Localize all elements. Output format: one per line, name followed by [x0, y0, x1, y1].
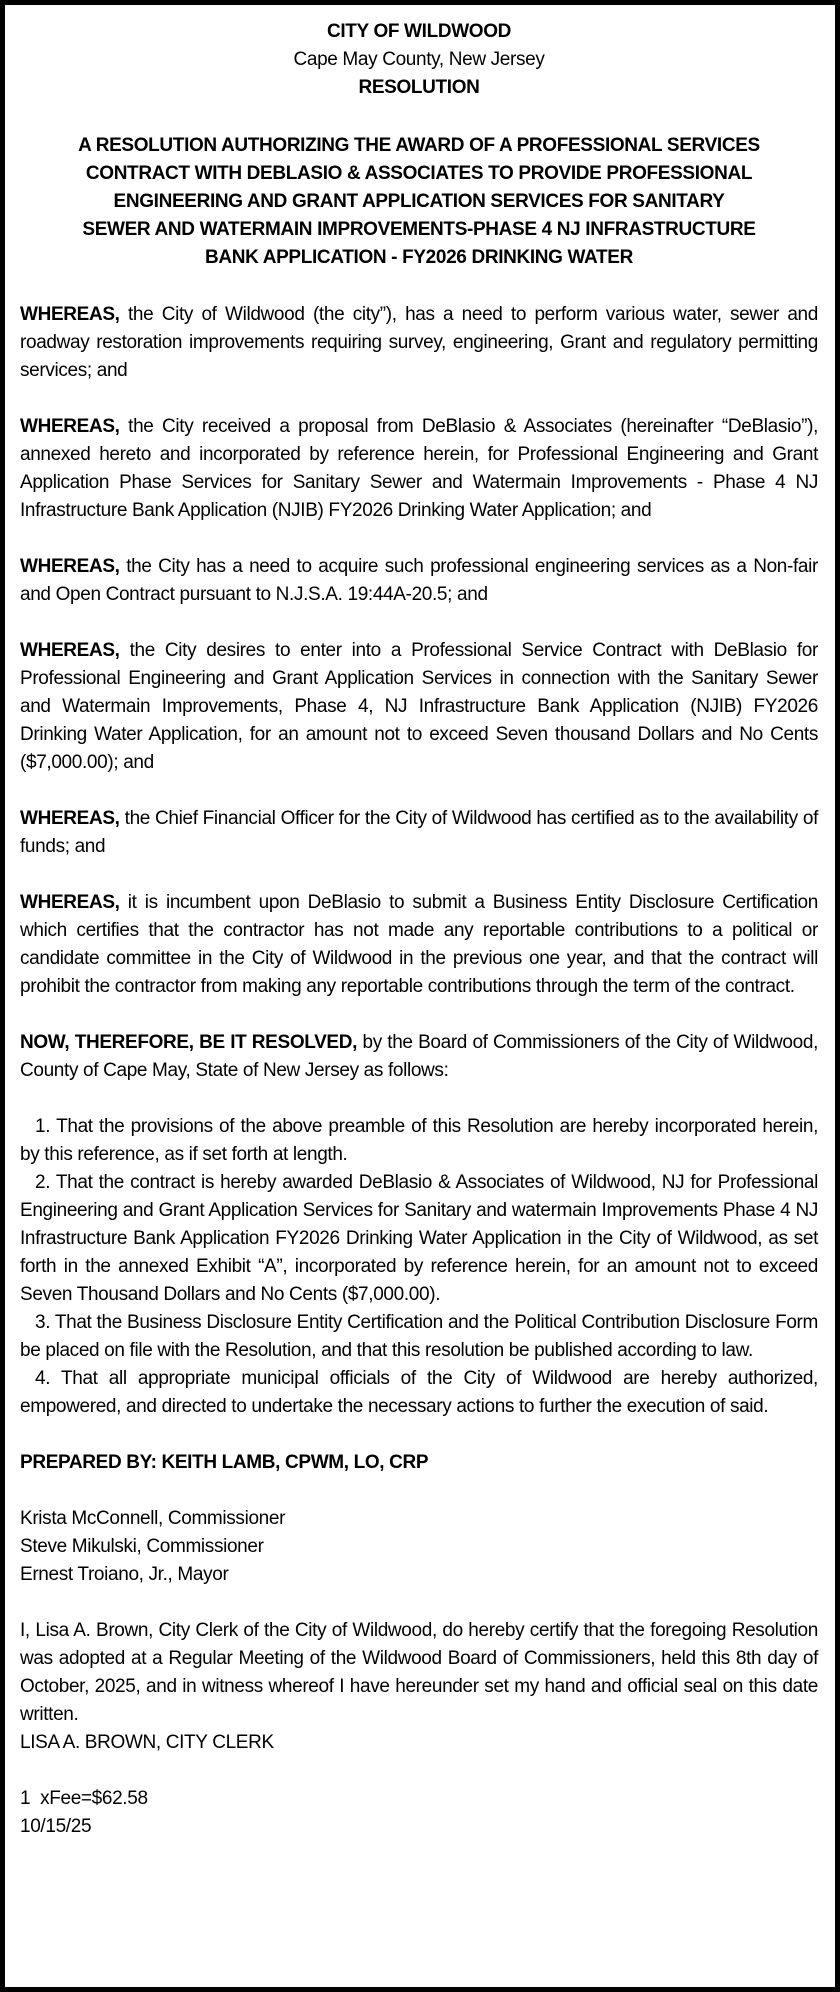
whereas-lead: WHEREAS,: [20, 892, 120, 913]
whereas-text: the City has a need to acquire such professional engineering services as a Non-fair and Open Contract pursuant to N.J.S.A. 19:44A-20.5; and: [20, 556, 818, 605]
whereas-text: it is incumbent upon DeBlasio to submit a Business Entity Disclosure Certification which certifies that the contractor has not made any reportable contributions to a political or candidate committee in the City of Wildwood in the previous one year, and that the contract will prohibit the contractor from making any reportable contributions through the term of the contract.: [20, 892, 818, 997]
resolution-item-2: 2. That the contract is hereby awarded DeBlasio & Associates of Wildwood, NJ for Professional Engineering and Grant Application Services for Sanitary and watermain Improvements Phase 4 NJ Infrastructure Bank Application FY2026 Drinking Water Application in the City of Wildwood, as set forth in the annexed Exhibit “A”, incorporated by reference herein, for an amount not to exceed Seven Thousand Dollars and No Cents ($7,000.00).: [20, 1172, 818, 1305]
whereas-text: the City desires to enter into a Professional Service Contract with DeBlasio for Professional Engineering and Grant Application Services in connection with the Sanitary Sewer and Watermain Improvements, Phase 4, NJ Infrastructure Bank Application (NJIB) FY2026 Drinking Water Application, for an amount not to exceed Seven thousand Dollars and No Cents ($7,000.00); and: [20, 640, 818, 773]
header-county-line: Cape May County, New Jersey: [293, 49, 545, 70]
footer-block: [20, 1785, 818, 1841]
signatory-line-commissioner-1: Krista McConnell, Commissioner: [20, 1508, 286, 1529]
date-line: 10/15/25: [20, 1816, 92, 1837]
resolution-title-line: BANK APPLICATION - FY2026 DRINKING WATER: [205, 247, 633, 268]
signatory-list: [20, 1505, 818, 1589]
resolved-paragraph: [20, 1029, 818, 1085]
clerk-certification-paragraph: I, Lisa A. Brown, City Clerk of the City of Wildwood, do hereby certify that the foregoing Resolution was adopted at a Regular Meeting of the Wildwood Board of Commissioners, held this 8th day of October, 2025, and in witness whereof I have hereunder set my hand and official seal on this date written.: [20, 1620, 818, 1725]
whereas-lead: WHEREAS,: [20, 640, 120, 661]
resolution-title-line: A RESOLUTION AUTHORIZING THE AWARD OF A PROFESSIONAL SERVICES: [78, 135, 760, 156]
whereas-clause-1: [20, 301, 818, 385]
whereas-clause-6: [20, 889, 818, 1001]
header-city-line: CITY OF WILDWOOD: [326, 21, 512, 42]
resolved-lead: NOW, THEREFORE, BE IT RESOLVED,: [20, 1032, 358, 1053]
resolution-items: [20, 1113, 818, 1421]
whereas-clause-3: [20, 553, 818, 609]
prepared-by-line: PREPARED BY: KEITH LAMB, CPWM, LO, CRP: [20, 1452, 429, 1473]
resolved-text: by the Board of Commissioners of the City of Wildwood, County of Cape May, State of New Jersey as follows:: [20, 1032, 818, 1081]
signatory-line-mayor: Ernest Troiano, Jr., Mayor: [20, 1564, 229, 1585]
whereas-clause-4: [20, 637, 818, 777]
header-doc-type-line: RESOLUTION: [358, 77, 480, 98]
whereas-lead: WHEREAS,: [20, 808, 120, 829]
resolution-title-line: CONTRACT WITH DEBLASIO & ASSOCIATES TO PROVIDE PROFESSIONAL: [85, 163, 753, 184]
whereas-text: the City of Wildwood (the city”), has a need to perform various water, sewer and roadway restoration improvements requiring survey, engineering, Grant and regulatory permitting services; and: [20, 304, 818, 381]
resolution-title: [20, 132, 818, 272]
resolution-item-1: 1. That the provisions of the above preamble of this Resolution are hereby incorporated herein, by this reference, as if set forth at length.: [20, 1116, 818, 1165]
whereas-clause-5: [20, 805, 818, 861]
whereas-text: the City received a proposal from DeBlasio & Associates (hereinafter “DeBlasio”), annexed hereto and incorporated by reference herein, for Professional Engineering and Grant Application Phase Services for Sanitary Sewer and Watermain Improvements - Phase 4 NJ Infrastructure Bank Application (NJIB) FY2026 Drinking Water Application; and: [20, 416, 818, 521]
resolution-item-3: 3. That the Business Disclosure Entity Certification and the Political Contribution Disclosure Form be placed on file with the Resolution, and that this resolution be published according to law.: [20, 1312, 818, 1361]
whereas-lead: WHEREAS,: [20, 416, 120, 437]
whereas-text: the Chief Financial Officer for the City of Wildwood has certified as to the availability of funds; and: [20, 808, 818, 857]
whereas-clause-2: [20, 413, 818, 525]
whereas-lead: WHEREAS,: [20, 304, 120, 325]
clerk-name-line: LISA A. BROWN, CITY CLERK: [20, 1732, 274, 1753]
whereas-lead: WHEREAS,: [20, 556, 120, 577]
resolution-title-line: SEWER AND WATERMAIN IMPROVEMENTS-PHASE 4 NJ INFRASTRUCTURE: [82, 219, 756, 240]
resolution-title-line: ENGINEERING AND GRANT APPLICATION SERVICES FOR SANITARY: [113, 191, 725, 212]
signatory-line-commissioner-2: Steve Mikulski, Commissioner: [20, 1536, 264, 1557]
resolution-item-4: 4. That all appropriate municipal officials of the City of Wildwood are hereby authorized, empowered, and directed to undertake the necessary actions to further the execution of said.: [20, 1368, 818, 1417]
fee-line: 1 xFee=$62.58: [20, 1788, 148, 1809]
